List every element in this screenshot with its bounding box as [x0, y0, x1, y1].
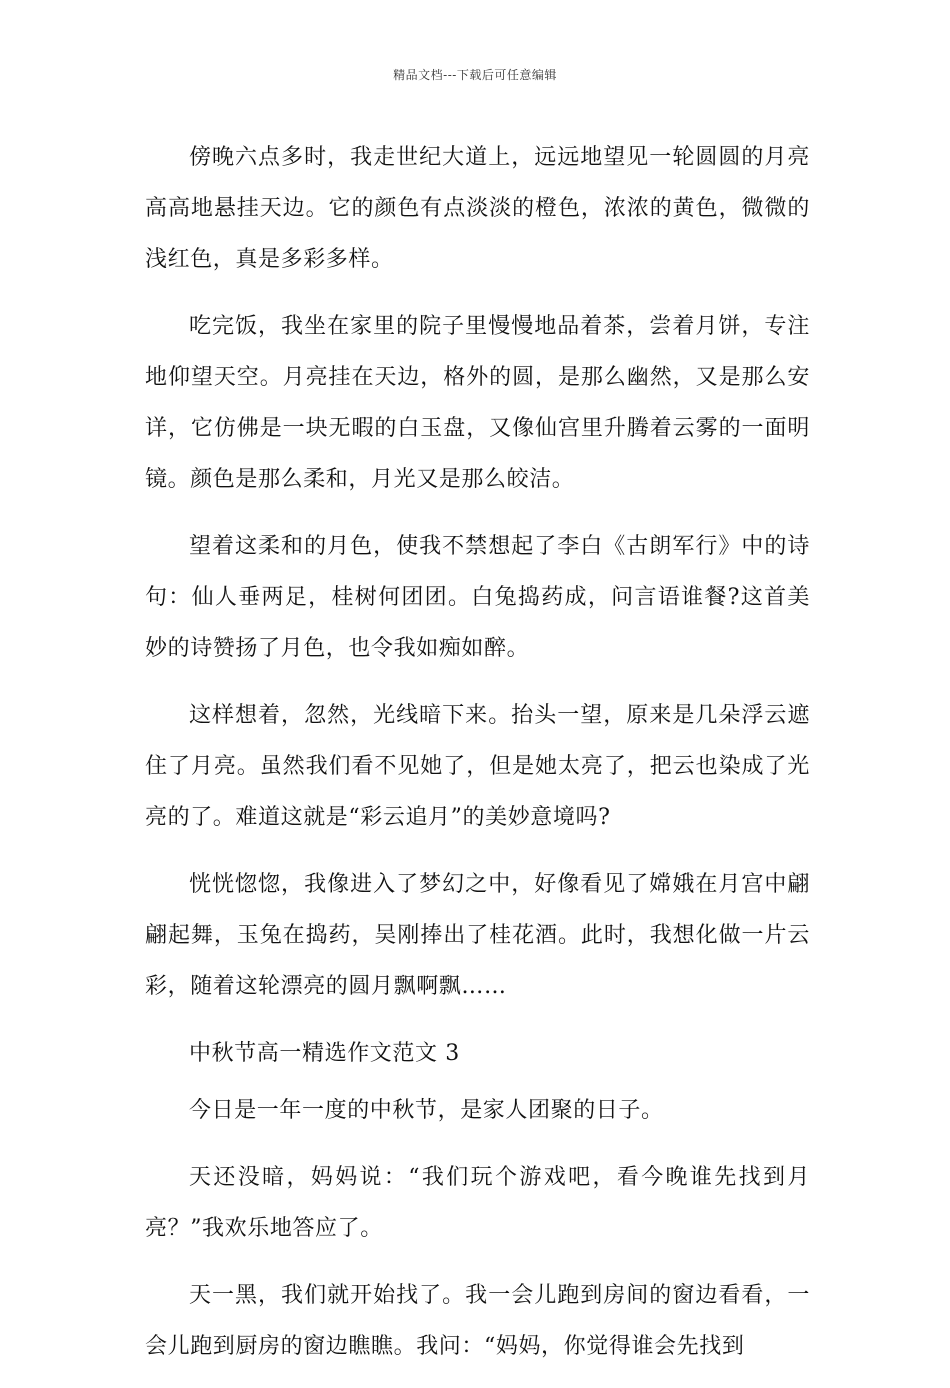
- paragraph: 天还没暗，妈妈说：“我们玩个游戏吧，看今晚谁先找到月亮？”我欢乐地答应了。: [145, 1165, 810, 1241]
- paragraph: 恍恍惚惚，我像进入了梦幻之中，好像看见了嫦娥在月宫中翩翩起舞，玉兔在捣药，吴刚捧出了桂花酒。此时，我想化做一片云彩，随着这轮漂亮的圆月飘啊飘……: [145, 872, 810, 999]
- essay-body: [145, 132, 810, 1388]
- paragraph: 傍晚六点多时，我走世纪大道上，远远地望见一轮圆圆的月亮高高地悬挂天边。它的颜色有点淡淡的橙色，浓浓的黄色，微微的浅红色，真是多彩多样。: [145, 145, 810, 272]
- header-note: 精品文档---下载后可任意编辑: [393, 68, 557, 82]
- paragraph: 这样想着，忽然，光线暗下来。抬头一望，原来是几朵浮云遮住了月亮。虽然我们看不见她了，但是她太亮了，把云也染成了光亮的了。难道这就是“彩云追月”的美妙意境吗?: [145, 703, 810, 830]
- paragraph: 吃完饭，我坐在家里的院子里慢慢地品着茶，尝着月饼，专注地仰望天空。月亮挂在天边，格外的圆，是那么幽然，又是那么安详，它仿佛是一块无暇的白玉盘，又像仙宫里升腾着云雾的一面明镜。颜色是那么柔和，月光又是那么皎洁。: [145, 314, 810, 492]
- section-heading: 中秋节高一精选作文范文 3: [189, 1041, 460, 1066]
- paragraph: 天一黑，我们就开始找了。我一会儿跑到房间的窗边看看，一会儿跑到厨房的窗边瞧瞧。我问：“妈妈，你觉得谁会先找到: [145, 1283, 810, 1359]
- paragraph: 望着这柔和的月色，使我不禁想起了李白《古朗军行》中的诗句：仙人垂两足，桂树何团团。白兔捣药成，问言语谁餐?这首美妙的诗赞扬了月色，也令我如痴如醉。: [145, 534, 810, 661]
- paragraph: 今日是一年一度的中秋节，是家人团聚的日子。: [189, 1098, 664, 1123]
